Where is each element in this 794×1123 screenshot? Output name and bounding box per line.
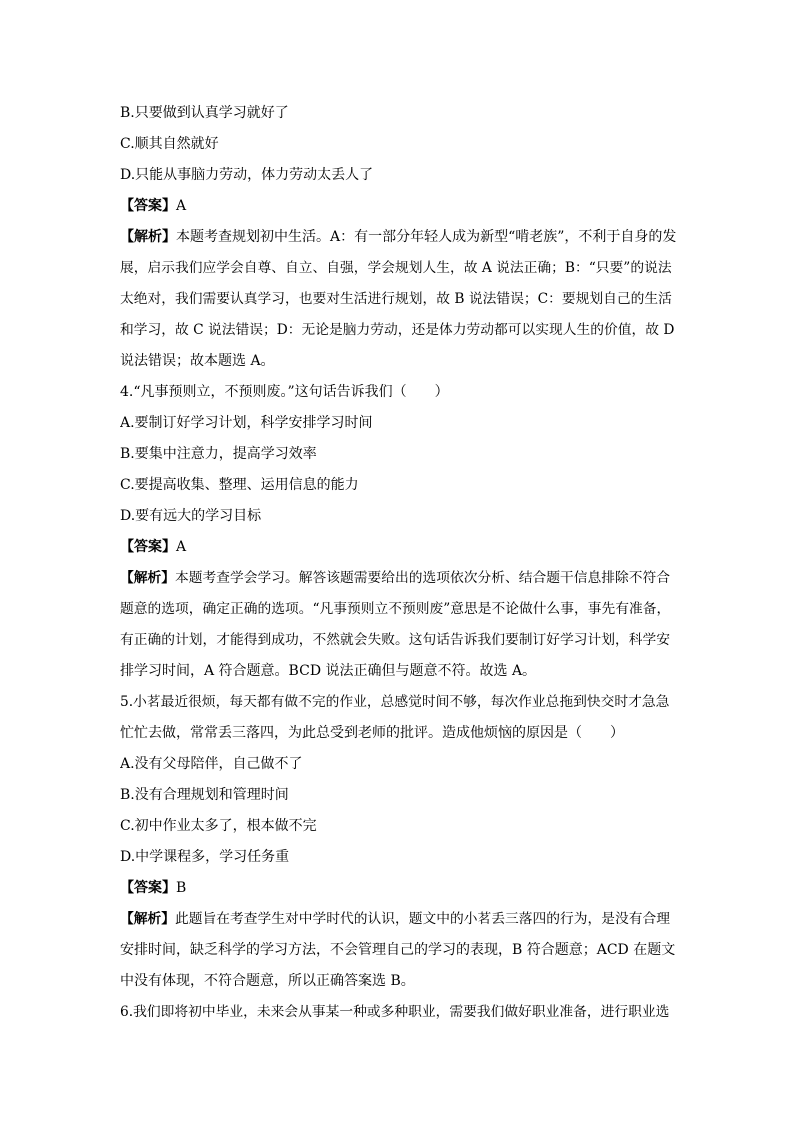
line-text: A [176, 198, 187, 214]
line-text: 展，启示我们应学会自尊、自立、自强，学会规划人生，故 A 说法正确；B：“只要”的说法 [120, 260, 672, 276]
line-text: 题意的选项，确定正确的选项。“凡事预则立不预则废”意思是不论做什么事，事先有准备， [120, 601, 671, 617]
text-line [120, 997, 676, 1028]
text-line [120, 749, 676, 780]
line-text: C.要提高收集、整理、运用信息的能力 [120, 477, 359, 493]
text-line [120, 811, 676, 842]
text-line [120, 904, 676, 935]
section-label: 【答案】 [120, 880, 176, 896]
line-text: A.要制订好学习计划，科学安排学习时间 [120, 415, 373, 431]
text-line [120, 470, 676, 501]
line-text: 排学习时间，A 符合题意。BCD 说法正确但与题意不符。故选 A。 [120, 663, 537, 679]
text-line [120, 656, 676, 687]
text-line [120, 377, 676, 408]
section-label: 【答案】 [120, 539, 176, 555]
line-text: D.要有远大的学习目标 [120, 508, 262, 524]
text-line [120, 687, 676, 718]
text-line [120, 129, 676, 160]
text-line [120, 501, 676, 532]
section-label: 【解析】 [120, 570, 176, 586]
line-text: 本题考查学会学习。解答该题需要给出的选项依次分析、结合题干信息排除不符合 [175, 570, 671, 586]
text-line [120, 160, 676, 191]
text-line [120, 98, 676, 129]
text-line [120, 780, 676, 811]
line-text: B.只要做到认真学习就好了 [120, 105, 289, 121]
line-text: D.中学课程多，学习任务重 [120, 849, 290, 865]
line-text: D.只能从事脑力劳动，体力劳动太丢人了 [120, 167, 374, 183]
line-text: 6.我们即将初中毕业，未来会从事某一种或多种职业，需要我们做好职业准备，进行职业选 [120, 1004, 670, 1020]
line-text: 5.小茗最近很烦，每天都有做不完的作业，总感觉时间不够，每次作业总拖到快交时才急急 [120, 694, 670, 710]
line-text: 4.“凡事预则立，不预则废。”这句话告诉我们（ ） [120, 384, 449, 400]
line-text: 有正确的计划，才能得到成功，不然就会失败。这句话告诉我们要制订好学习计划，科学安 [120, 632, 671, 648]
text-line [120, 222, 676, 253]
line-text: 和学习，故 C 说法错误；D：无论是脑力劳动，还是体力劳动都可以实现人生的价值，故 D [120, 322, 675, 338]
text-line [120, 408, 676, 439]
line-text: 说法错误；故本题选 A。 [120, 353, 275, 369]
text-line [120, 842, 676, 873]
line-text: C.初中作业太多了，根本做不完 [120, 818, 317, 834]
text-line [120, 935, 676, 966]
line-text: B.要集中注意力，提高学习效率 [120, 446, 317, 462]
line-text: 中没有体现，不符合题意，所以正确答案选 B。 [120, 973, 415, 989]
text-line [120, 532, 676, 563]
text-line [120, 315, 676, 346]
text-line [120, 284, 676, 315]
section-label: 【解析】 [120, 229, 176, 245]
text-line [120, 718, 676, 749]
text-line [120, 594, 676, 625]
line-text: B.没有合理规划和管理时间 [120, 787, 289, 803]
line-text: 忙忙去做，常常丢三落四，为此总受到老师的批评。造成他烦恼的原因是（ ） [120, 725, 624, 741]
text-line [120, 625, 676, 656]
text-line [120, 253, 676, 284]
text-line [120, 191, 676, 222]
text-line [120, 563, 676, 594]
line-text: B [176, 880, 187, 896]
line-text: 太绝对，我们需要认真学习，也要对生活进行规划，故 B 说法错误；C：要规划自己的生活 [120, 291, 672, 307]
text-line [120, 873, 676, 904]
line-text: 本题考查规划初中生活。A：有一部分年轻人成为新型“啃老族”，不利于自身的发 [176, 229, 676, 245]
line-text: 此题旨在考查学生对中学时代的认识，题文中的小茗丢三落四的行为，是没有合理 [175, 911, 671, 927]
line-text: C.顺其自然就好 [120, 136, 219, 152]
text-line [120, 439, 676, 470]
line-text: A.没有父母陪伴，自己做不了 [120, 756, 303, 772]
document-body [120, 98, 676, 1028]
section-label: 【解析】 [120, 911, 176, 927]
line-text: A [176, 539, 187, 555]
text-line [120, 966, 676, 997]
line-text: 安排时间，缺乏科学的学习方法，不会管理自己的学习的表现，B 符合题意；ACD 在题文 [120, 942, 676, 958]
text-line [120, 346, 676, 377]
section-label: 【答案】 [120, 198, 176, 214]
